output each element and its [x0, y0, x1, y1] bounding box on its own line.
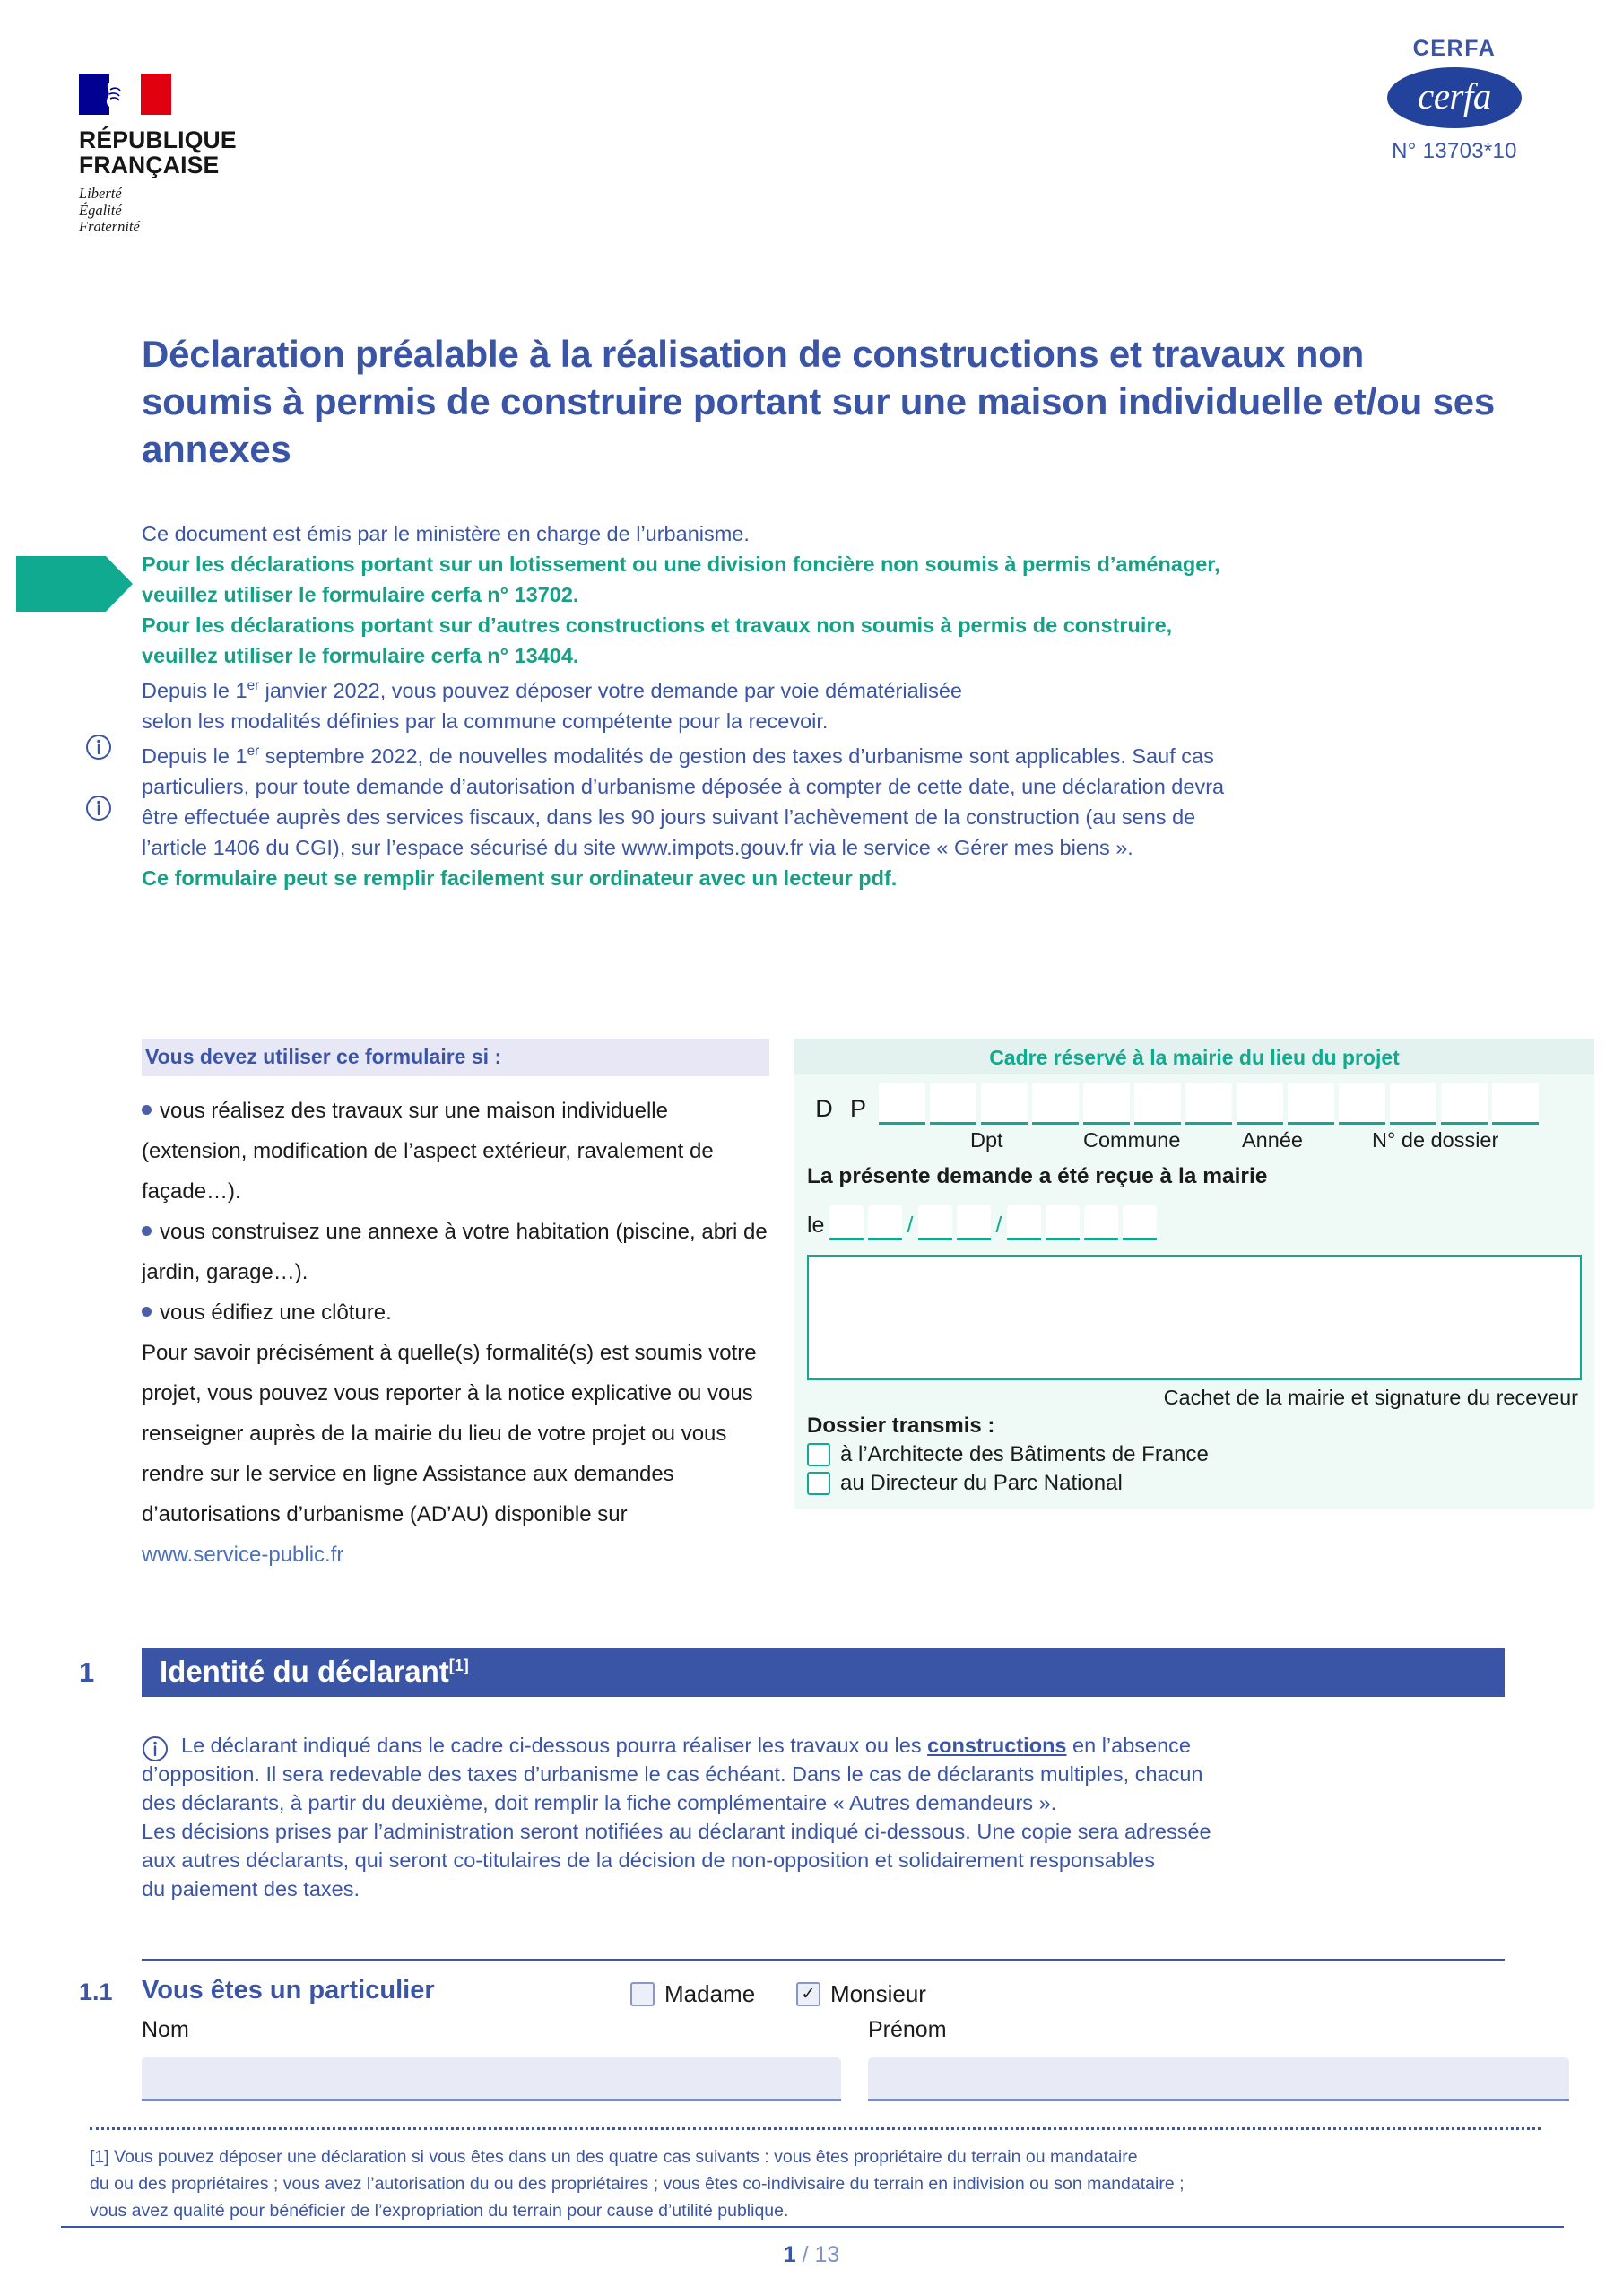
footnote-line-1: [1] Vous pouvez déposer une déclaration si vous êtes dans un des quatre cas suivants : vous êtes propriétaire du terrain ou mandataire — [90, 2147, 1138, 2167]
checkbox-monsieur[interactable] — [796, 1982, 820, 2006]
dossier-cell[interactable] — [1441, 1083, 1488, 1125]
cachet-caption: Cachet de la mairie et signature du receveur — [1163, 1386, 1578, 1409]
prefix-p-label: P — [849, 1095, 866, 1122]
cerfa-wordmark: CERFA — [1412, 36, 1497, 61]
devise-block — [79, 186, 312, 236]
service-public-link[interactable]: www.service-public.fr — [142, 1543, 344, 1567]
section-1-number: 1 — [79, 1657, 95, 1688]
section-1-line-4: Les décisions prises par l’administration seront notifiées au déclarant indiqué ci-dessous. Une copie sera adressée — [142, 1820, 1211, 1843]
checkbox-row-abf[interactable] — [807, 1442, 1582, 1467]
usage-bullet-3: vous édifiez une clôture. — [160, 1300, 392, 1325]
section-1-1-divider — [142, 1959, 1505, 1961]
checkbox-madame-label: Madame — [664, 1980, 756, 2007]
label-dpt: Dpt — [970, 1128, 1003, 1152]
section-1-line-5: aux autres déclarants, qui seront co-titulaires de la décision de non-opposition et solidairement responsables — [142, 1848, 1155, 1872]
section-1-1-title: Vous êtes un particulier — [142, 1976, 435, 2005]
date-cell-year[interactable] — [1123, 1205, 1157, 1240]
republic-line-2: FRANÇAISE — [79, 152, 220, 178]
dossier-cell[interactable] — [981, 1083, 1028, 1125]
intro-green-1b: veuillez utiliser le formulaire cerfa n° 13702. — [142, 583, 579, 606]
date-cell-day[interactable] — [868, 1205, 902, 1240]
bullet-icon — [142, 1307, 152, 1317]
page-indicator — [0, 2242, 1623, 2268]
prefix-d-label: D — [815, 1095, 833, 1122]
le-label: le — [807, 1213, 825, 1238]
civility-madame[interactable] — [630, 1980, 755, 2008]
section-1-body — [142, 1731, 1505, 1903]
date-cell-month[interactable] — [918, 1205, 952, 1240]
intro-info-2c: être effectuée auprès des services fiscaux, dans les 90 jours suivant l’achèvement de la construction (au sens de — [142, 804, 1196, 829]
list-item — [142, 1292, 769, 1333]
dossier-cell[interactable] — [1237, 1083, 1283, 1125]
intro-info-1a: Depuis le 1er janvier 2022, vous pouvez déposer votre demande par voie dématérialisée — [142, 678, 962, 702]
civility-monsieur[interactable] — [796, 1980, 926, 2008]
section-1-line-1-pre: Le déclarant indiqué dans le cadre ci-dessous pourra réaliser les travaux ou les — [181, 1734, 928, 1757]
section-1-header — [142, 1648, 1505, 1697]
footnote-divider — [90, 2127, 1541, 2130]
cerfa-logo-block — [1347, 36, 1562, 164]
page-separator: / — [795, 2242, 815, 2267]
section-1-line-2: d’opposition. Il sera redevable des taxes d’urbanisme le cas échéant. Dans le cas de déclarants multiples, chacun — [142, 1762, 1203, 1786]
section-1-footnote-ref: [1] — [448, 1657, 469, 1674]
dossier-cell[interactable] — [1185, 1083, 1232, 1125]
intro-info-2d: l’article 1406 du CGI), sur l’espace sécurisé du site www.impots.gouv.fr via le service « Gérer mes biens ». — [142, 835, 1133, 859]
page-total: 13 — [814, 2242, 840, 2267]
section-1-line-1 — [142, 1731, 1505, 1760]
intro-ministere: Ce document est émis par le ministère en charge de l’urbanisme. — [142, 522, 750, 545]
french-flag-icon — [79, 74, 171, 115]
green-arrow-marker — [16, 556, 133, 612]
list-item — [142, 1091, 769, 1212]
footnote-line-2: du ou des propriétaires ; vous avez l’autorisation du ou des propriétaires ; vous êtes co-indivisaire du terrain en indivision ou son mandataire ; — [90, 2174, 1185, 2194]
date-slash: / — [907, 1213, 914, 1238]
checkbox-monsieur-label: Monsieur — [830, 1980, 926, 2007]
dossier-field-labels — [807, 1128, 1582, 1159]
devise-fraternite: Fraternité — [79, 218, 140, 235]
footnote-line-3: vous avez qualité pour bénéficier de l’expropriation du terrain pour cause d’utilité publique. — [90, 2201, 789, 2221]
date-cell-year[interactable] — [1007, 1205, 1041, 1240]
label-commune: Commune — [1083, 1128, 1181, 1152]
checkbox-parc-national[interactable] — [807, 1472, 830, 1495]
dossier-cell[interactable] — [1492, 1083, 1539, 1125]
label-numero-dossier: N° de dossier — [1372, 1128, 1499, 1152]
dossier-cell[interactable] — [1288, 1083, 1334, 1125]
checkmark-icon: ✓ — [801, 1985, 816, 2004]
info-circle-icon — [85, 795, 112, 822]
date-cell-year[interactable] — [1046, 1205, 1080, 1240]
dossier-cell[interactable] — [1032, 1083, 1079, 1125]
usage-column — [142, 1039, 769, 1575]
bullet-icon — [142, 1105, 152, 1115]
date-slash: / — [995, 1213, 1002, 1238]
mairie-box-title: Cadre réservé à la mairie du lieu du projet — [794, 1039, 1594, 1074]
date-cell-month[interactable] — [957, 1205, 991, 1240]
date-reception-row — [807, 1205, 1582, 1240]
dossier-cell[interactable] — [879, 1083, 925, 1125]
devise-liberte: Liberté — [79, 185, 122, 202]
prenom-label: Prénom — [868, 2017, 947, 2042]
republique-francaise-logo — [79, 74, 312, 236]
republic-line-1: RÉPUBLIQUE — [79, 126, 237, 153]
cachet-signature-area[interactable] — [807, 1255, 1582, 1380]
checkbox-madame[interactable] — [630, 1982, 655, 2006]
document-header — [0, 0, 1623, 296]
dossier-cell[interactable] — [1083, 1083, 1130, 1125]
date-cell-day[interactable] — [829, 1205, 864, 1240]
dossier-transmis-label: Dossier transmis : — [807, 1413, 995, 1438]
info-circle-icon — [85, 734, 112, 761]
mairie-reserved-box — [794, 1039, 1594, 1509]
section-1-line-3: des déclarants, à partir du deuxième, doit remplir la fiche complémentaire « Autres demandeurs ». — [142, 1791, 1057, 1814]
cerfa-oval-text: cerfa — [1418, 74, 1491, 117]
devise-egalite: Égalité — [79, 201, 122, 219]
checkbox-abf[interactable] — [807, 1443, 830, 1466]
intro-green-2a: Pour les déclarations portant sur d’autres constructions et travaux non soumis à permis de construire, — [142, 613, 1173, 637]
section-1-title: Identité du déclarant — [160, 1655, 449, 1688]
demande-recue-text: La présente demande a été reçue à la mairie — [807, 1164, 1268, 1188]
prenom-input[interactable] — [868, 2057, 1569, 2101]
intro-info-1b: selon les modalités définies par la commune compétente pour la recevoir. — [142, 709, 829, 733]
section-1-constructions-link[interactable]: constructions — [927, 1734, 1067, 1757]
nom-input[interactable] — [142, 2057, 841, 2101]
page-title: Déclaration préalable à la réalisation de constructions et travaux non soumis à permis de construire portant sur une maison individuelle et/ou ses annexes — [142, 333, 1496, 470]
cerfa-oval-logo — [1387, 67, 1522, 128]
cerfa-number: N° 13703*10 — [1392, 139, 1517, 163]
intro-info-2a: Depuis le 1er septembre 2022, de nouvelles modalités de gestion des taxes d’urbanisme sont applicables. Sauf cas — [142, 743, 1214, 768]
checkbox-abf-label: à l’Architecte des Bâtiments de France — [840, 1442, 1209, 1466]
nom-label: Nom — [142, 2017, 189, 2042]
section-1-line-1-post: en l’absence — [1066, 1734, 1191, 1757]
section-1-line-6: du paiement des taxes. — [142, 1877, 360, 1900]
marianne-profile-icon — [102, 77, 138, 111]
checkbox-parc-label: au Directeur du Parc National — [840, 1471, 1123, 1495]
dossier-cell[interactable] — [1339, 1083, 1385, 1125]
usage-bullet-1: vous réalisez des travaux sur une maison individuelle (extension, modification de l’aspect extérieur, ravalement de façade…). — [142, 1099, 714, 1204]
list-item — [142, 1212, 769, 1292]
bullet-icon — [142, 1226, 152, 1236]
two-column-block — [142, 1039, 1578, 1622]
date-cell-year[interactable] — [1084, 1205, 1118, 1240]
usage-bullet-2: vous construisez une annexe à votre habitation (piscine, abri de jardin, garage…). — [142, 1220, 768, 1284]
intro-block — [142, 518, 1505, 893]
usage-heading: Vous devez utiliser ce formulaire si : — [142, 1039, 769, 1076]
dossier-number-row — [807, 1083, 1582, 1125]
usage-paragraph: Pour savoir précisément à quelle(s) formalité(s) est soumis votre projet, vous pouvez vous reporter à la notice explicative ou vous renseigner auprès de la mairie du lieu de votre projet ou vous rendre sur le service en ligne Assistance aux demandes d’autorisations d’urbanisme (AD’AU) disponible sur — [142, 1341, 757, 1526]
footer-divider — [61, 2226, 1564, 2228]
intro-green-1a: Pour les déclarations portant sur un lotissement ou une division foncière non soumis à permis d’aménager, — [142, 552, 1220, 576]
usage-text — [142, 1091, 769, 1575]
section-1-1-number: 1.1 — [79, 1979, 113, 2005]
dossier-cell[interactable] — [1134, 1083, 1181, 1125]
footnote-block — [90, 2144, 1542, 2224]
dossier-cell[interactable] — [1390, 1083, 1436, 1125]
dossier-cell[interactable] — [930, 1083, 976, 1125]
label-annee: Année — [1242, 1128, 1303, 1152]
page-current: 1 — [783, 2242, 796, 2267]
checkbox-row-parc[interactable] — [807, 1471, 1582, 1496]
intro-green-2b: veuillez utiliser le formulaire cerfa n° 13404. — [142, 644, 579, 667]
intro-green-3: Ce formulaire peut se remplir facilement sur ordinateur avec un lecteur pdf. — [142, 865, 898, 890]
intro-info-2b: particuliers, pour toute demande d’autorisation d’urbanisme déposée à compter de cette date, une déclaration devra — [142, 774, 1225, 798]
